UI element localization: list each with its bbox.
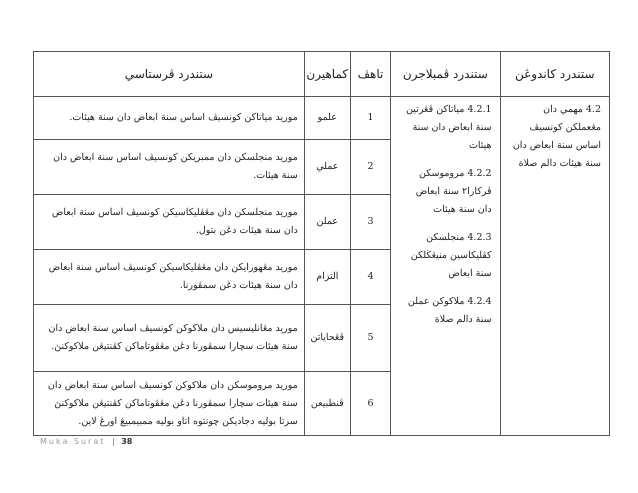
tahap-cell: 6 [350,372,390,436]
footer-separator: | [111,437,115,446]
header-standard-prestasi: ستندرد ڤرستاسي [34,52,305,97]
standard-pembelajaran-item: 4.2.2 مروموسکن ڤرکارا٢ سنة ابعاض دان سنة هيئات [415,168,492,215]
table-row [34,97,610,140]
pernyataan-cell: موريد مڠانليسيس دان ملاکوکن کونسيڤ اساس سنة ابعاض دان سنة هيئات سچارا سمڤورنا دڠن مڠڤوتاماکن کڤنتيڠن ملاکوکنڽ. [34,305,305,372]
pernyataan-cell: موريد منجلسکن دان ممبريکن کونسيڤ اساس سنة ابعاض دان سنة هيئات. [34,140,305,195]
standard-pembelajaran-item: 4.2.4 ملاکوکن عملن سنة دالم صلاة [407,296,492,325]
standard-pembelajaran-cell [391,97,500,436]
kemahiran-cell: ڤنطبيعن [304,372,350,436]
page-number: 38 [121,437,133,446]
table-header-row [34,52,610,97]
kemahiran-cell: علمو [304,97,350,140]
pernyataan-cell: موريد مڠهورايکن دان مڠڤليکاسيکن کونسيڤ اساس سنة ابعاض دان سنة هيئات دڠن سمڤورنا. [34,250,305,305]
standard-table [33,51,610,436]
pernyataan-cell: موريد مياتاکن کونسيڤ اساس سنة ابعاض دان سنة هيئات. [34,97,305,140]
header-kemahiran: کماهيرن [304,52,350,97]
kemahiran-cell: ڤڠحاياتن [304,305,350,372]
kemahiran-cell: عملن [304,195,350,250]
standard-kandungan-cell: 4.2 مهمي دان مڠعملکن کونسيڤ اساس سنة ابعاض دان سنة هيئات دالم صلاة [500,97,609,436]
pernyataan-cell: موريد مروموسکن دان ملاکوکن کونسيڤ اساس سنة ابعاض دان سنة هيئات سچارا سمڤورنا دڠن مڠڤوتاماکن کڤنتيڠن ملاکوکنڽ سرتا بوليه دجاديکن چونتوه اتاو بوليه ممبيمبيڠ اورڠ لاين. [34,372,305,436]
tahap-cell: 5 [350,305,390,372]
standard-pembelajaran-item: 4.2.3 منجلسکن کڤليکاسين منيڠڬلکن سنة ابعاض [410,232,492,279]
tahap-cell: 2 [350,140,390,195]
standard-pembelajaran-item: 4.2.1 مياتاکن ڤڠرتين سنة ابعاض دان سنة هيئات [406,104,492,151]
page-footer [40,437,132,446]
kemahiran-cell: عملي [304,140,350,195]
footer-label: Muka Surat [40,437,106,446]
tahap-cell: 4 [350,250,390,305]
kemahiran-cell: التزام [304,250,350,305]
tahap-cell: 1 [350,97,390,140]
pernyataan-cell: موريد منجلسکن دان مڠڤليکاسيکن کونسيڤ اساس سنة ابعاض دان سنة هيئات دڠن بتول. [34,195,305,250]
header-standard-kandungan: ستندرد کاندوڠن [500,52,609,97]
tahap-cell: 3 [350,195,390,250]
header-tahap: تاهڤ [350,52,390,97]
header-standard-pembelajaran: ستندرد ڤمبلاجرن [391,52,500,97]
